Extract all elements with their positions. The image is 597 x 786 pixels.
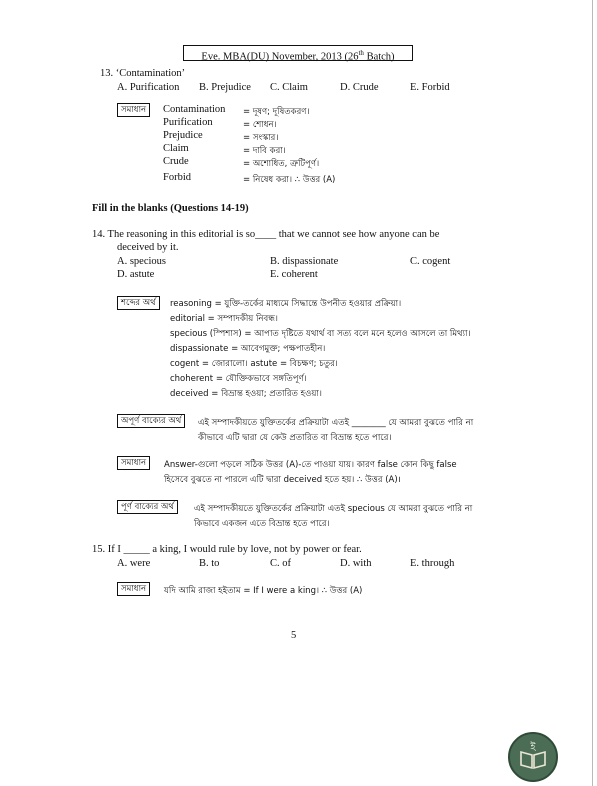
q14-solution-line1: Answer-গুলো পড়লে সঠিক উত্তর (A)-তে পাওয়া যায়। কারণ false কোন কিছু false [164, 460, 457, 470]
q14-solution-tag: সমাধান [117, 456, 150, 470]
q13-option-d: D. Crude [340, 82, 379, 93]
page-edge-rule [592, 0, 593, 786]
q14-complete-tag: পূর্ণ বাক্যের অর্থ [117, 500, 178, 514]
q14-vocab-1: editorial = সম্পাদকীয় নিবন্ধ। [170, 314, 278, 324]
q13-word-5: Forbid [163, 172, 192, 183]
q13-word-0: Contamination [163, 104, 226, 115]
q14-solution-line2: হিসেবে বুঝতে না পারলে এটি দ্বারা deceived হতে হয়। ∴ উত্তর (A)। [164, 475, 401, 485]
q14-vocab-tag: শব্দের অর্থ [117, 296, 160, 310]
q13-option-a: A. Purification [117, 82, 180, 93]
q14-vocab-2: specious (স্পিশাস) = আপাত দৃষ্টিতে যথার্থ বা সত্য বলে মনে হলেও আসলে তা মিথ্যা। [170, 329, 471, 339]
q14-vocab-4: cogent = জোরালো। astute = বিচক্ষণ; চতুর। [170, 359, 338, 369]
q15-answer: যদি আমি রাজা হইতাম = If I were a king। ∴ উত্তর (A) [164, 586, 363, 596]
q13-meaning-5: = নিষেধ করা। ∴ উত্তর (A) [243, 175, 336, 185]
exam-header-sup: th [358, 49, 364, 57]
q15-option-b: B. to [199, 558, 220, 569]
q13-word-2: Prejudice [163, 130, 203, 141]
q13-solution-tag: সমাধান [117, 103, 150, 117]
page-number: 5 [291, 630, 297, 641]
exam-header-box [183, 45, 413, 61]
q15-question: 15. If I _____ a king, I would rule by love, not by power or fear. [92, 544, 362, 555]
q13-meaning-4: = অশোধিত, ত্রুটিপূর্ণ। [243, 159, 320, 169]
q14-option-a: A. specious [117, 256, 166, 267]
q13-word-1: Purification [163, 117, 213, 128]
q14-option-d: D. astute [117, 269, 155, 280]
q15-option-e: E. through [410, 558, 455, 569]
q13-meaning-1: = শোধন। [243, 120, 277, 130]
q13-word-3: Claim [163, 143, 189, 154]
q14-vocab-6: deceived = বিভ্রান্ত হওয়া; প্রতারিত হওয়া। [170, 389, 322, 399]
q13-meaning-2: = সংস্কার। [243, 133, 279, 143]
q14-vocab-5: choherent = যৌক্তিকভাবে সঙ্গতিপূর্ণ। [170, 374, 307, 384]
section-heading: Fill in the blanks (Questions 14-19) [92, 203, 249, 214]
q14-vocab-3: dispassionate = আবেগমুক্ত; পক্ষপাতহীন। [170, 344, 326, 354]
q14-vocab-0: reasoning = যুক্তি-তর্কের মাধ্যমে সিদ্ধান্তে উপনীত হওয়ার প্রক্রিয়া। [170, 299, 402, 309]
q15-option-a: A. were [117, 558, 151, 569]
q13-option-e: E. Forbid [410, 82, 450, 93]
q14-option-b: B. dispassionate [270, 256, 339, 267]
q15-option-d: D. with [340, 558, 372, 569]
book-logo-icon [508, 732, 558, 782]
q14-incomplete-line1: এই সম্পাদকীয়তে যুক্তিতর্কের প্রক্রিয়াটা এতই ________ যে আমরা বুঝতে পারি না [198, 418, 474, 428]
q13-meaning-3: = দাবি করা। [243, 146, 286, 156]
q13-word-4: Crude [163, 156, 189, 167]
q15-option-c: C. of [270, 558, 291, 569]
q14-incomplete-tag: অপূর্ণ বাক্যের অর্থ [117, 414, 185, 428]
exam-header-tail: Batch) [363, 51, 395, 63]
q13-option-b: B. Prejudice [199, 82, 251, 93]
q13-question: 13. ‘Contamination’ [100, 68, 186, 79]
q14-option-e: E. coherent [270, 269, 318, 280]
q14-option-c: C. cogent [410, 256, 451, 267]
exam-header-title: Eve. MBA(DU) November, 2013 (26 [201, 51, 359, 63]
q14-question-line2: deceived by it. [117, 242, 179, 253]
q14-complete-line1: এই সম্পাদকীয়তে যুক্তিতর্কের প্রক্রিয়াটা এতই specious যে আমরা বুঝতে পারি না [194, 504, 473, 514]
q13-meaning-0: = দূষণ; দূষিতকরণ। [243, 107, 310, 117]
logo-letter: ই [530, 742, 536, 753]
q14-question-line1: 14. The reasoning in this editorial is so____ that we cannot see how anyone can be [92, 229, 440, 240]
q14-complete-line2: কিভাবে একজন এতে বিভ্রান্ত হতে পারে। [194, 519, 330, 529]
q15-solution-tag: সমাধান [117, 582, 150, 596]
q13-option-c: C. Claim [270, 82, 308, 93]
q14-incomplete-line2: কীভাবে এটি দ্বারা যে কেউ প্রতারিত বা বিভ্রান্ত হতে পারে। [198, 433, 392, 443]
